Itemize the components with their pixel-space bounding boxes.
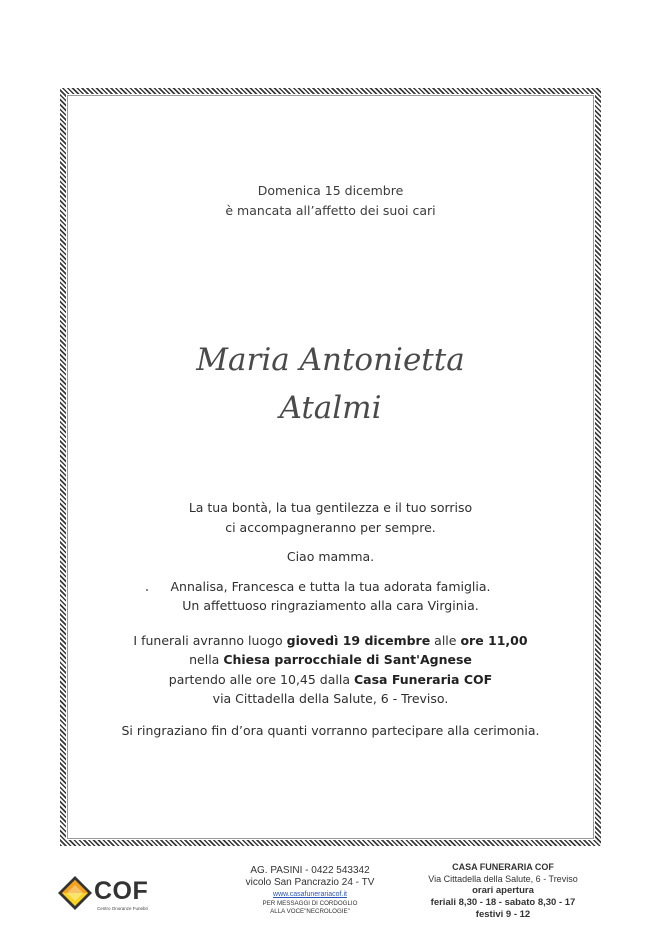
funeral-home-title: CASA FUNERARIA COF [452, 862, 554, 872]
funeral-time: ore 11,00 [460, 632, 528, 648]
funeral-text: nella [189, 652, 224, 667]
opening-hours-title: orari apertura [472, 885, 534, 896]
stray-dot [146, 589, 148, 591]
opening-hours-weekdays: feriali 8,30 - 18 - sabato 8,30 - 17 [430, 897, 576, 908]
funeral-church: Chiesa parrocchiale di Sant'Agnese [223, 652, 472, 667]
agency-address: vicolo San Pancrazio 24 - TV [245, 877, 375, 888]
intro-text: è mancata all’affetto dei suoi cari [225, 203, 436, 218]
farewell-line: Ciao mamma. [286, 549, 375, 564]
message-line-1: La tua bontà, la tua gentilezza e il tuo sorriso [188, 500, 473, 515]
funeral-date: giovedì 19 dicembre [286, 632, 431, 648]
family-line-1: Annalisa, Francesca e tutta la tua adorata famiglia. [170, 578, 491, 594]
funeral-home-info [413, 861, 593, 921]
announcement-intro [60, 181, 601, 221]
condolence-note-2: ALLA VOCE"NECROLOGIE" [270, 907, 350, 915]
logo-subtitle: Centro Onoranze Funebri [97, 906, 149, 911]
diamond-logo-icon [57, 875, 93, 911]
funeral-home-address: Via Cittadella della Salute, 6 - Treviso [428, 874, 578, 884]
funeral-line-1 [60, 631, 601, 651]
funeral-line-3 [60, 670, 601, 690]
deceased-surname: Atalmi [279, 390, 382, 426]
funeral-line-4: via Cittadella della Salute, 6 - Treviso. [212, 691, 449, 706]
funeral-line-2 [60, 650, 601, 670]
family-line-2: Un affettuoso ringraziamento alla cara Virginia. [182, 598, 479, 613]
website-link[interactable]: www.casafunerariacof.it [273, 891, 347, 898]
message-line-2: ci accompagneranno per sempre. [225, 519, 436, 535]
agency-info [243, 865, 377, 915]
funeral-text: partendo alle ore 10,45 dalla [168, 671, 354, 687]
logo-name: COF [94, 877, 149, 905]
opening-hours-holidays: festivi 9 - 12 [475, 909, 531, 920]
agency-phone: AG. PASINI - 0422 543342 [250, 865, 370, 876]
intro-date: Domenica 15 dicembre [257, 183, 404, 198]
funeral-home-name: Casa Funeraria COF [353, 671, 493, 687]
deceased-first-names: Maria Antonietta [196, 342, 465, 378]
funeral-text: alle [430, 632, 461, 648]
cof-logo [57, 875, 167, 915]
thanks-line: Si ringraziano fin d’ora quanti vorranno partecipare alla cerimonia. [121, 722, 540, 738]
obituary-body [60, 498, 601, 740]
deceased-name [60, 336, 601, 432]
condolence-note-1: PER MESSAGGI DI CORDOGLIO [262, 900, 358, 907]
funeral-text: I funerali avranno luogo [133, 632, 287, 648]
